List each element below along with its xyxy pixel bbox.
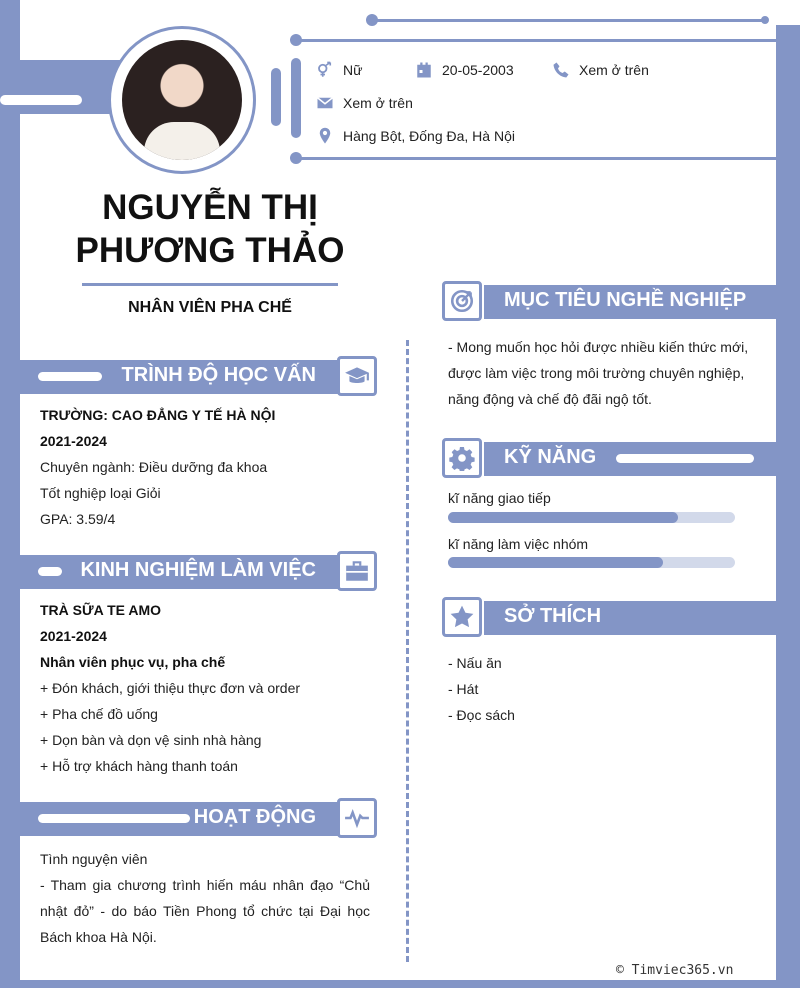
experience-period: 2021-2024	[40, 628, 107, 644]
hobby-item: - Đọc sách	[448, 707, 515, 723]
experience-duty: + Dọn bàn và dọn vệ sinh nhà hàng	[40, 732, 262, 748]
photo-backdrop-band	[0, 60, 120, 114]
star-icon	[449, 604, 475, 630]
calendar-icon	[415, 61, 433, 79]
header-line-dot	[761, 16, 769, 24]
skill-bar-fill	[448, 557, 663, 568]
gender-icon	[316, 61, 334, 79]
education-icon-box	[337, 356, 377, 396]
decorative-bar	[38, 814, 190, 823]
header-line-dot	[366, 14, 378, 26]
gender-value: Nữ	[343, 62, 363, 78]
hobbies-content	[448, 650, 515, 728]
briefcase-icon	[344, 558, 370, 584]
education-grade: Tốt nghiệp loại Giỏi	[40, 485, 161, 501]
target-icon	[449, 288, 475, 314]
skill-label: kĩ năng làm việc nhóm	[448, 536, 589, 552]
skill-label: kĩ năng giao tiếp	[448, 490, 551, 506]
activities-header	[20, 802, 338, 836]
education-period: 2021-2024	[40, 433, 107, 449]
phone-icon	[552, 61, 570, 79]
experience-title: KINH NGHIỆM LÀM VIỆC	[80, 559, 316, 581]
header-line-upper	[296, 39, 776, 42]
objective-title: MỤC TIÊU NGHỀ NGHIỆP	[504, 289, 747, 311]
skill-bar-fill	[448, 512, 678, 523]
contact-email	[316, 94, 413, 112]
education-title: TRÌNH ĐỘ HỌC VẤN	[121, 364, 316, 386]
pulse-icon	[344, 805, 370, 831]
candidate-name	[60, 186, 360, 272]
contact-birthday	[415, 61, 514, 79]
experience-content	[40, 597, 300, 779]
activities-title: HOẠT ĐỘNG	[193, 806, 316, 828]
hobby-item: - Hát	[448, 681, 479, 697]
avatar	[122, 40, 242, 160]
contact-address	[316, 127, 515, 145]
activities-content	[40, 846, 370, 950]
mail-icon	[316, 94, 334, 112]
decorative-bar	[0, 95, 82, 105]
header-vertical-bar	[291, 58, 301, 138]
activities-icon-box	[337, 798, 377, 838]
hobbies-icon-box	[442, 597, 482, 637]
frame-left-band	[0, 0, 20, 988]
experience-icon-box	[337, 551, 377, 591]
experience-header	[20, 555, 338, 589]
skill-bar	[448, 557, 735, 568]
name-underline	[82, 283, 338, 286]
decorative-bar	[38, 372, 102, 381]
address-value: Hàng Bột, Đống Đa, Hà Nội	[343, 128, 515, 144]
frame-right-band	[776, 25, 800, 988]
contact-phone	[552, 61, 649, 79]
skills-header	[484, 442, 776, 476]
header-line-dot	[290, 152, 302, 164]
location-pin-icon	[316, 127, 334, 145]
contact-gender	[316, 61, 362, 79]
objective-content	[448, 334, 748, 412]
objective-line: - Mong muốn học hỏi được nhiều kiến thức mới,	[448, 339, 749, 355]
skills-icon-box	[442, 438, 482, 478]
experience-position: Nhân viên phục vụ, pha chế	[40, 654, 226, 670]
objective-icon-box	[442, 281, 482, 321]
header-line-lower	[296, 157, 776, 160]
email-value: Xem ở trên	[343, 95, 413, 111]
column-divider	[406, 340, 409, 962]
experience-company: TRÀ SỮA TE AMO	[40, 602, 162, 618]
hobbies-header	[484, 601, 776, 635]
objective-line: được làm việc trong môi trường chuyên nghiệp,	[448, 365, 745, 381]
hobby-item: - Nấu ăn	[448, 655, 502, 671]
education-school: TRƯỜNG: CAO ĐẲNG Y TẾ HÀ NỘI	[40, 407, 276, 423]
education-header	[20, 360, 338, 394]
activities-text: - Tham gia chương trình hiến máu nhân đạo “Chủ nhật đỏ” - do báo Tiền Phong tổ chức tại Đại học Bách khoa Hà Nội.	[40, 877, 370, 945]
hobbies-title: SỞ THÍCH	[504, 605, 602, 627]
header-line-top	[372, 19, 766, 22]
frame-bottom-band	[0, 980, 800, 988]
copyright-text: © Timviec365.vn	[616, 963, 734, 978]
header-line-dot	[290, 34, 302, 46]
experience-duty: + Hỗ trợ khách hàng thanh toán	[40, 758, 238, 774]
decorative-bar	[616, 454, 754, 463]
graduation-cap-icon	[344, 363, 370, 389]
phone-value: Xem ở trên	[579, 62, 649, 78]
objective-header	[484, 285, 776, 319]
skill-bar	[448, 512, 735, 523]
job-title: NHÂN VIÊN PHA CHẾ	[128, 299, 292, 316]
experience-duty: + Đón khách, giới thiệu thực đơn và order	[40, 680, 301, 696]
experience-duty: + Pha chế đồ uống	[40, 706, 158, 722]
education-content	[40, 402, 275, 532]
name-line-2: PHƯƠNG THẢO	[75, 231, 345, 270]
activities-heading: Tình nguyện viên	[40, 851, 148, 867]
objective-line: năng động và chế độ đãi ngộ tốt.	[448, 391, 652, 407]
education-major: Chuyên ngành: Điều dưỡng đa khoa	[40, 459, 268, 475]
gear-icon	[449, 445, 475, 471]
skills-title: KỸ NĂNG	[504, 446, 597, 468]
name-line-1: NGUYỄN THỊ	[102, 188, 318, 227]
decorative-bar	[38, 567, 62, 576]
education-gpa: GPA: 3.59/4	[40, 511, 116, 527]
birthday-value: 20-05-2003	[442, 62, 514, 78]
header-vertical-bar	[271, 68, 281, 126]
